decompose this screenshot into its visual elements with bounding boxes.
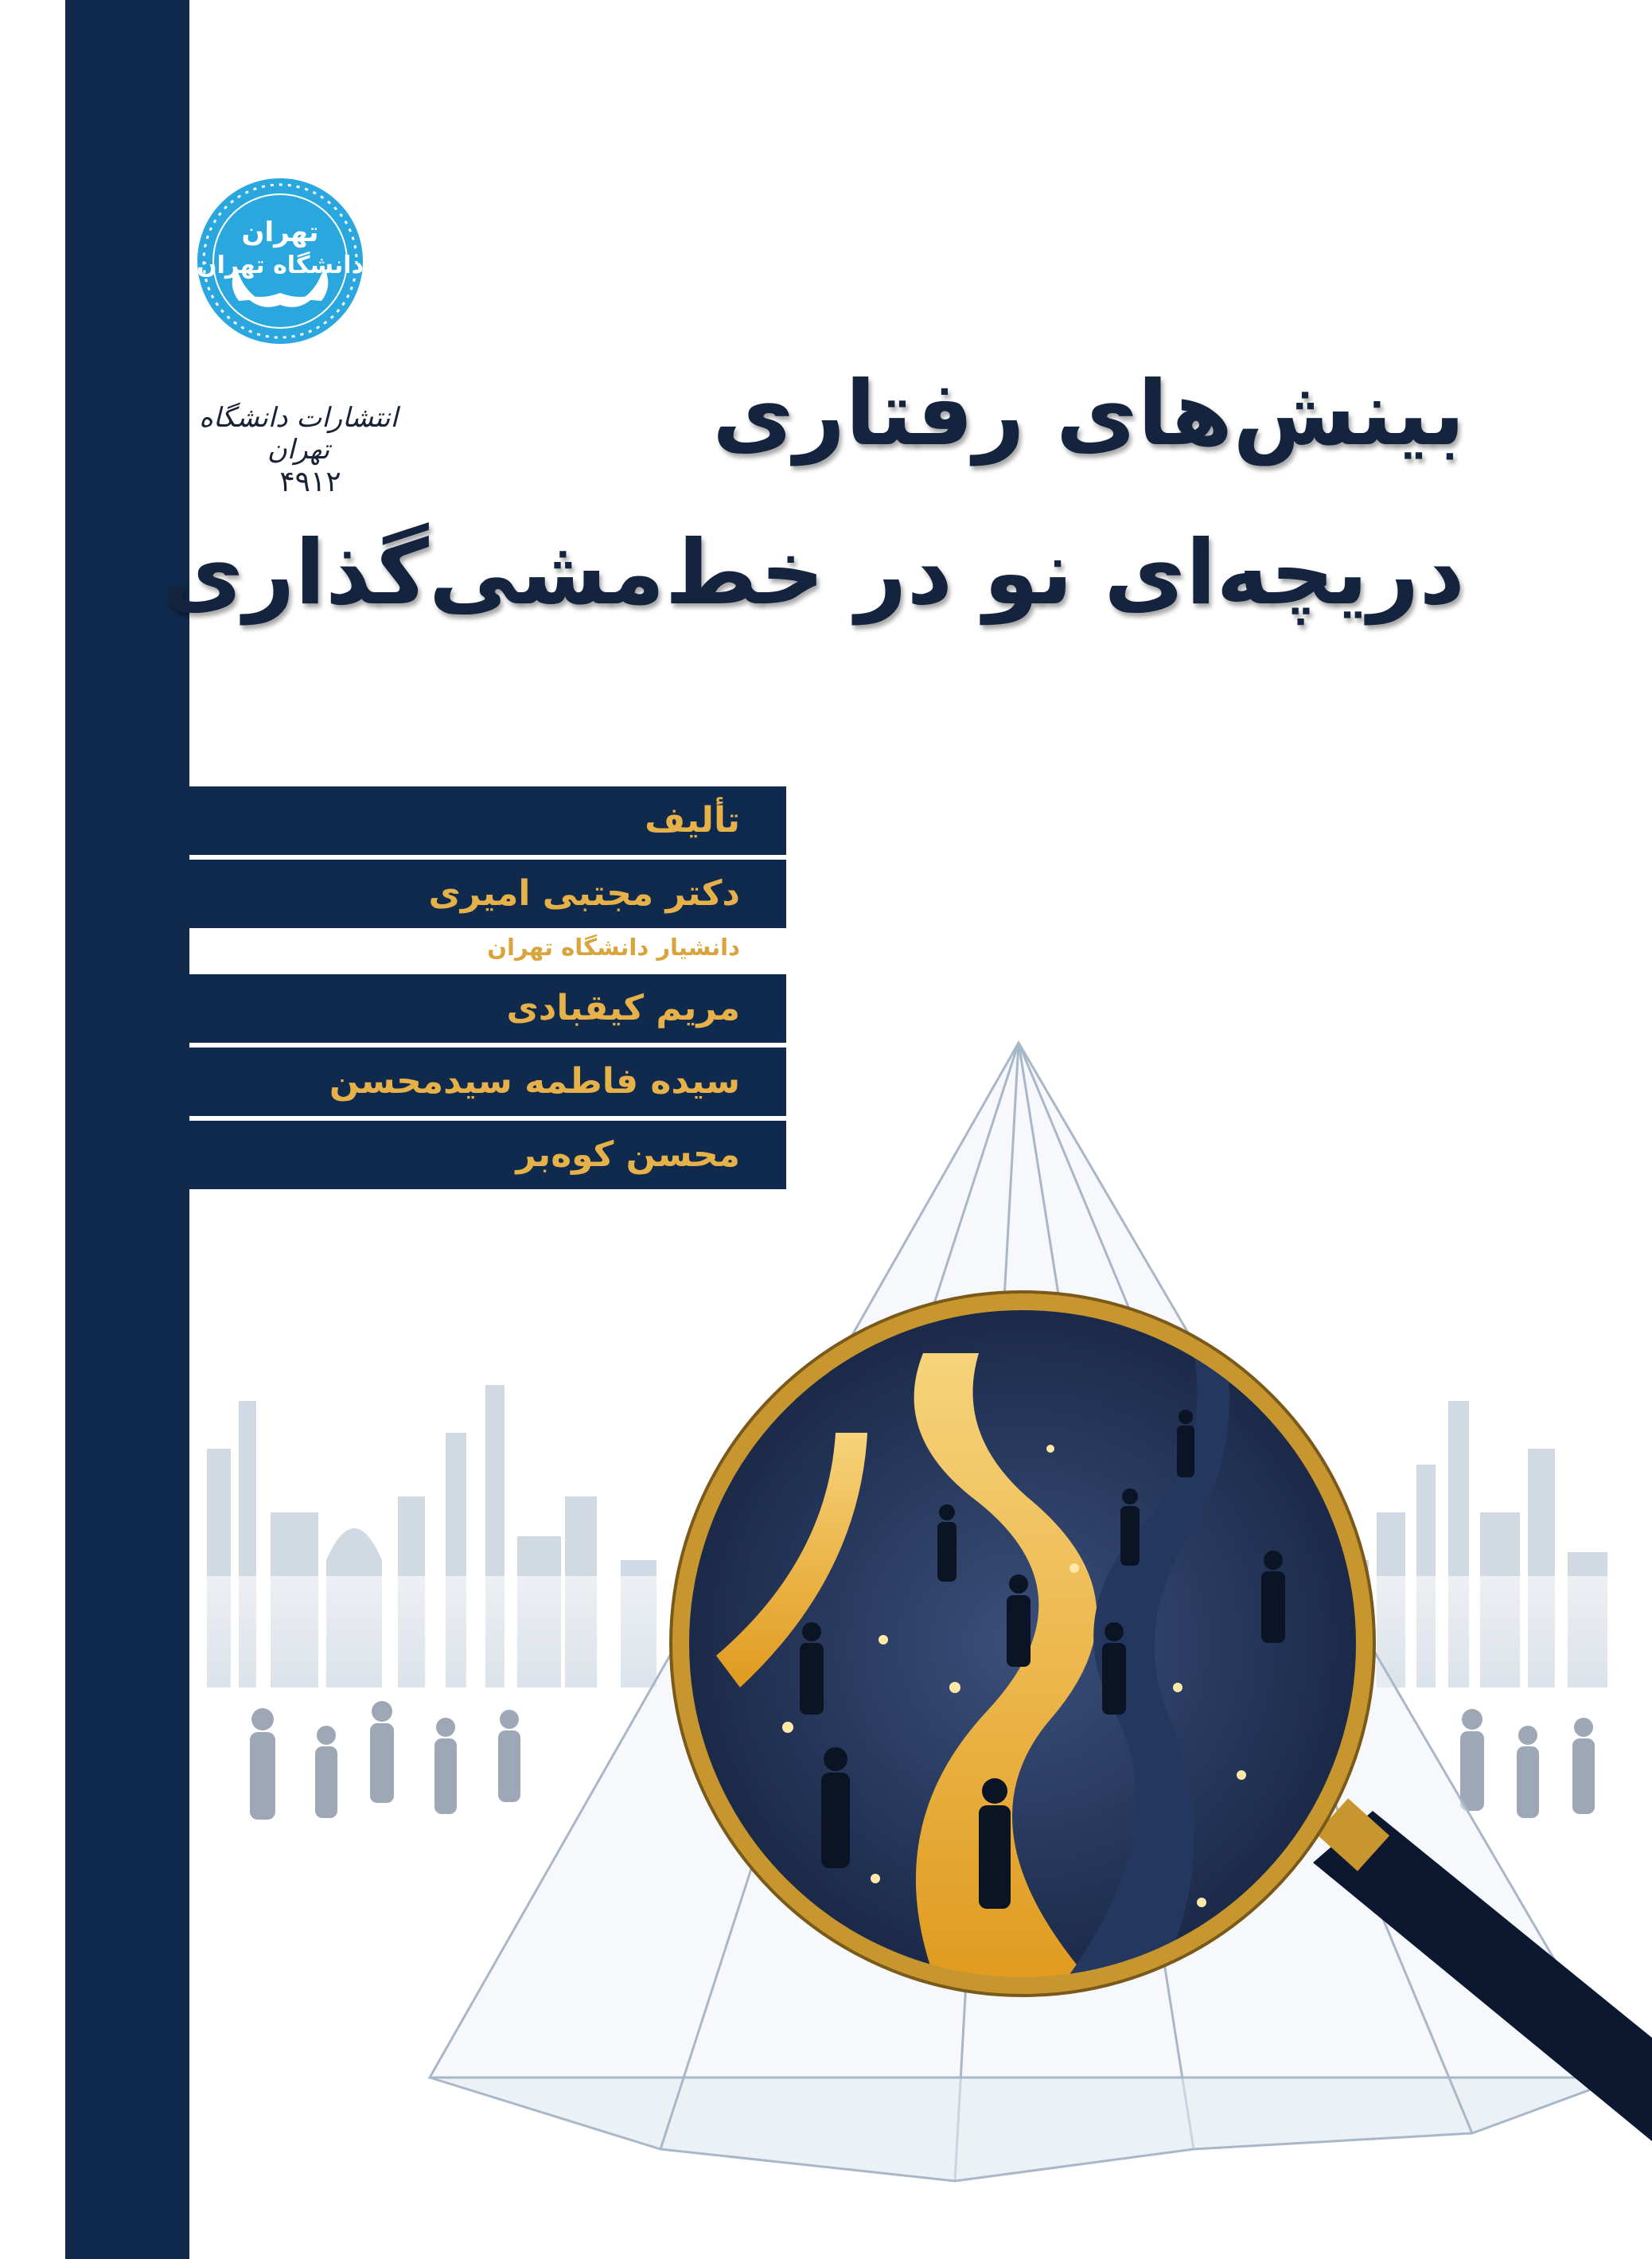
book-title-line-1: بینش‌های رفتاری — [712, 362, 1465, 466]
publication-number: ۴۹۱۲ — [279, 466, 341, 498]
seal-text: دانشگاه تهران — [197, 252, 364, 279]
book-title-line-2: دریچه‌ای نو در خط‌مشی‌گذاری — [162, 521, 1465, 625]
author-name-3: سیده فاطمه سیدمحسن — [188, 1048, 786, 1116]
author-name-1: دکتر مجتبی امیری — [188, 860, 786, 928]
publisher-label: انتشارات دانشگاه تهران — [199, 402, 398, 466]
author-affiliation-1: دانشیار دانشگاه تهران — [487, 934, 740, 961]
author-name-4: محسن کوه‌بر — [188, 1121, 786, 1189]
author-name-2: مریم کیقبادی — [188, 974, 786, 1043]
credits-heading: تألیف — [188, 786, 786, 855]
svg-text:تهران: تهران — [241, 217, 319, 248]
